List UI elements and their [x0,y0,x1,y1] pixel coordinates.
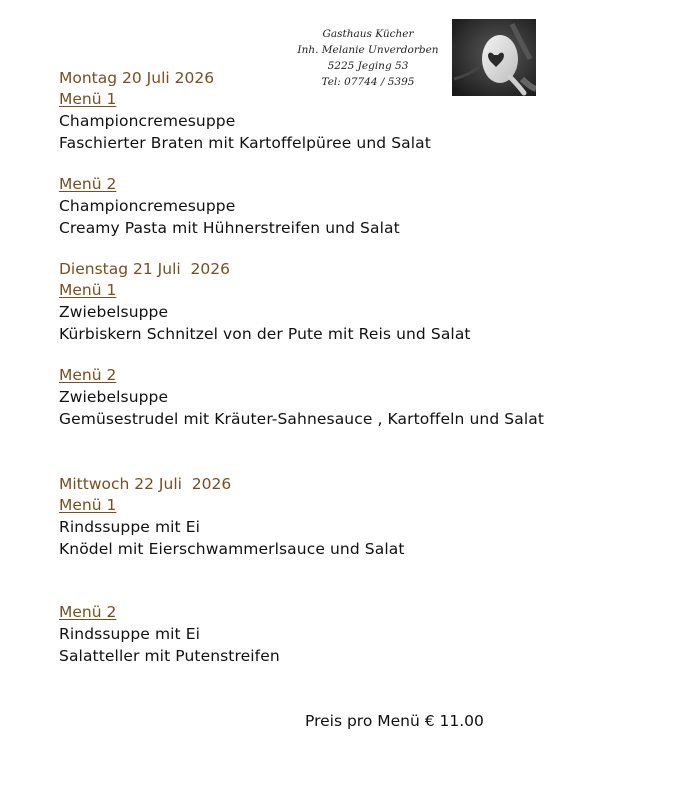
main-dish-item: Kürbiskern Schnitzel von der Pute mit Reis und Salat [59,325,471,343]
menu-label: Menü 1 [59,496,117,514]
day-heading: Mittwoch 22 Juli 2026 [59,475,232,493]
menu-label: Menü 2 [59,603,117,621]
menu-label: Menü 1 [59,90,117,108]
main-dish-item: Gemüsestrudel mit Kräuter-Sahnesauce , Kartoffeln und Salat [59,410,545,428]
main-dish-item: Salatteller mit Putenstreifen [59,647,280,665]
day-heading: Montag 20 Juli 2026 [59,69,215,87]
menu-label: Menü 1 [59,281,117,299]
main-dish-item: Faschierter Braten mit Kartoffelpüree und Salat [59,134,431,152]
day-heading: Dienstag 21 Juli 2026 [59,260,230,278]
weekly-menu [59,68,659,667]
restaurant-address: 5225 Jeging 53 [327,60,409,72]
restaurant-owner: Inh. Melanie Unverdorben [297,44,439,56]
main-dish-item: Creamy Pasta mit Hühnerstreifen und Salat [59,219,400,237]
soup-item: Rindssuppe mit Ei [59,625,201,643]
main-dish-item: Knödel mit Eierschwammerlsauce und Salat [59,540,405,558]
menu-label: Menü 2 [59,175,117,193]
restaurant-phone: Tel: 07744 / 5395 [321,76,415,88]
soup-item: Championcremesuppe [59,197,236,215]
menu-label: Menü 2 [59,366,117,384]
soup-item: Zwiebelsuppe [59,388,169,406]
day-block-monday [59,68,659,239]
day-block-wednesday [59,474,659,667]
restaurant-name: Gasthaus Kücher [322,28,414,40]
day-block-tuesday [59,259,659,430]
soup-item: Rindssuppe mit Ei [59,518,201,536]
soup-item: Zwiebelsuppe [59,303,169,321]
soup-item: Championcremesuppe [59,112,236,130]
price-per-menu: Preis pro Menü € 11.00 [305,712,484,730]
